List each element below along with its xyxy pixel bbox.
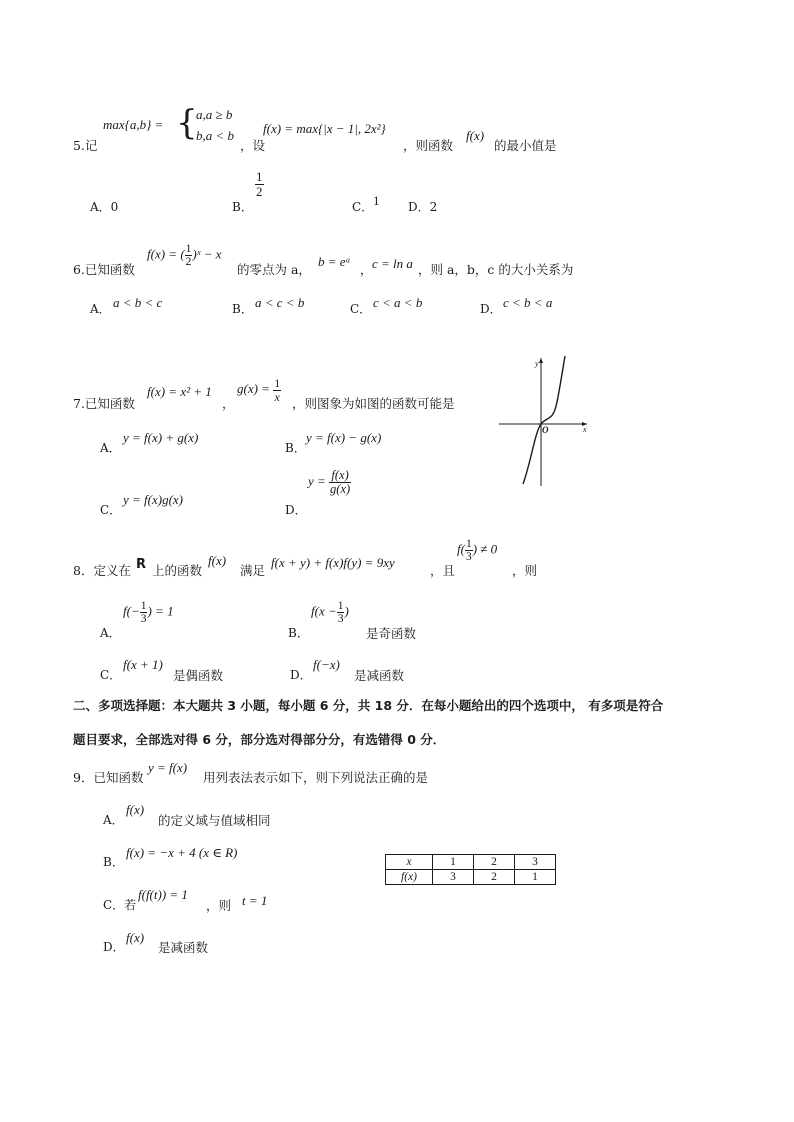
q8-option-b-label: B． (288, 626, 309, 640)
q5-case-1: a,a ≥ b (196, 107, 233, 122)
q9-option-c-label: C．若 (103, 898, 137, 912)
q5-fx: f(x) (466, 128, 485, 143)
q5-brace: { (176, 103, 198, 143)
q7-option-c-value: y = f(x)g(x) (123, 492, 184, 507)
table-cell: 2 (474, 870, 515, 885)
q9-option-d-value: f(x) (126, 930, 145, 945)
q8-mid-3: ，且 (430, 563, 456, 578)
q9-option-d-label: D． (103, 940, 125, 954)
q5-max-def-lhs: max{a,b} = (103, 117, 164, 132)
q9-fx: y = f(x) (148, 760, 188, 775)
q8-option-a-value: f(− $\frac{1}{3}$ ) = 1 (123, 600, 174, 626)
q7-option-b-label: B． (285, 441, 306, 455)
q5-lead: 5.记 (73, 138, 98, 153)
q6-option-d-value: c < b < a (503, 295, 553, 310)
q5-option-c-value: 1 (373, 193, 380, 208)
q7-fx: f(x) = x² + 1 (147, 384, 212, 399)
q9-value-table (385, 854, 556, 885)
q8-option-c-value: f(x + 1) (123, 657, 163, 672)
q9-option-c-mid: ，则 (206, 898, 232, 913)
table-cell: 3 (433, 870, 474, 885)
q9-option-a-value: f(x) (126, 802, 145, 817)
q7-function-graph (495, 352, 595, 490)
q6-sep: ， (360, 262, 373, 277)
q8-mid-1: 上的函数 (152, 563, 203, 578)
q8-option-d-value: f(−x) (313, 657, 340, 672)
q5-case-2: b,a < b (196, 128, 235, 143)
q5-tail-2: 的最小值是 (494, 138, 557, 153)
q7-sep: ， (222, 396, 235, 411)
q9-option-a-text: 的定义域与值域相同 (158, 813, 271, 828)
q6-option-d-label: D． (480, 302, 502, 316)
q6-option-c-label: C． (350, 302, 372, 316)
q7-option-b-value: y = f(x) − g(x) (306, 430, 382, 445)
section-2-line-2: 题目要求，全部选对得 6 分，部分选对得部分分，有选错得 0 分． (73, 732, 446, 747)
q8-mid-2: 满足 (240, 563, 266, 578)
q8-functional-equation: f(x + y) + f(x)f(y) = 9xy (271, 555, 395, 570)
q5-fx-definition: f(x) = max{|x − 1|, 2x²} (263, 121, 386, 136)
q5-mid: ，设 (240, 138, 266, 153)
q7-lead: 7.已知函数 (73, 396, 135, 411)
q8-option-d-text: 是减函数 (354, 668, 405, 683)
q6-option-a-label: A． (90, 302, 111, 316)
q7-tail: ，则图象为如图的函数可能是 (292, 396, 455, 411)
q6-fx: f(x) = ( $\frac{1}{2}$ )ˣ − x (147, 243, 222, 269)
graph-origin-label: O (542, 425, 549, 435)
q9-option-b-value: f(x) = −x + 4 (x ∈ R) (126, 845, 238, 860)
q6-c-eq: c = ln a (372, 256, 413, 271)
q9-lead: 9．已知函数 (73, 770, 144, 785)
q8-tail: ，则 (512, 563, 538, 578)
q8-lead: 8．定义在 (73, 563, 131, 578)
q8-option-a-label: A． (100, 626, 121, 640)
q6-tail: ，则 a，b，c 的大小关系为 (418, 262, 574, 277)
q7-option-a-value: y = f(x) + g(x) (123, 430, 199, 445)
q6-option-b-label: B． (232, 302, 253, 316)
q5-option-d: D．2 (408, 200, 438, 214)
table-row (386, 870, 556, 885)
q8-condition: f( $\frac{1}{3}$ ) ≠ 0 (457, 538, 498, 564)
q5-option-b-label: B． (232, 200, 253, 214)
q5-tail: ，则函数 (403, 138, 454, 153)
graph-y-arrow (539, 358, 543, 363)
q6-b-eq: b = eᵃ (318, 254, 351, 269)
q6-mid: 的零点为 a， (237, 262, 311, 277)
q8-real-set: R (136, 557, 147, 572)
q9-option-c-value-2: t = 1 (242, 893, 268, 908)
table-cell: f(x) (386, 870, 433, 885)
q6-lead: 6.已知函数 (73, 262, 135, 277)
table-cell: 1 (515, 870, 556, 885)
q7-option-d-label: D． (285, 503, 307, 517)
graph-x-label: x (583, 425, 587, 434)
q9-tail: 用列表法表示如下，则下列说法正确的是 (203, 770, 429, 785)
q6-option-b-value: a < c < b (255, 295, 305, 310)
q5-option-b-fraction: $\frac{1}{2}$ (256, 169, 263, 199)
q8-option-b-text: 是奇函数 (366, 626, 417, 641)
graph-y-label: y (535, 359, 539, 368)
q9-option-b-label: B． (103, 855, 124, 869)
q8-option-b-value: f(x − $\frac{1}{3}$ ) (311, 600, 349, 626)
table-cell: 1 (433, 855, 474, 870)
section-2-line-1: 二、多项选择题：本大题共 3 小题，每小题 6 分，共 18 分．在每小题给出的四个选项中， 有多项是符合 (73, 698, 664, 713)
q7-option-a-label: A． (100, 441, 121, 455)
q8-option-c-label: C． (100, 668, 122, 682)
q7-option-c-label: C． (100, 503, 122, 517)
q6-option-a-value: a < b < c (113, 295, 163, 310)
table-cell: 3 (515, 855, 556, 870)
q6-option-c-value: c < a < b (373, 295, 423, 310)
table-cell: x (386, 855, 433, 870)
q7-gx: g(x) = $\frac{1}{x}$ (237, 376, 281, 404)
q8-fx: f(x) (208, 553, 227, 568)
q9-option-a-label: A． (103, 813, 124, 827)
graph-curve (523, 356, 565, 484)
table-cell: 2 (474, 855, 515, 870)
q5-option-c-label: C． (352, 200, 374, 214)
q9-option-d-text: 是减函数 (158, 940, 209, 955)
q8-option-c-text: 是偶函数 (173, 668, 224, 683)
table-row (386, 855, 556, 870)
q5-option-a: A．0 (90, 200, 119, 214)
q7-option-d-value: y = $\frac{f(x)}{g(x)}$ (308, 468, 351, 497)
q8-option-d-label: D． (290, 668, 312, 682)
q9-option-c-value: f(f(t)) = 1 (138, 887, 188, 902)
